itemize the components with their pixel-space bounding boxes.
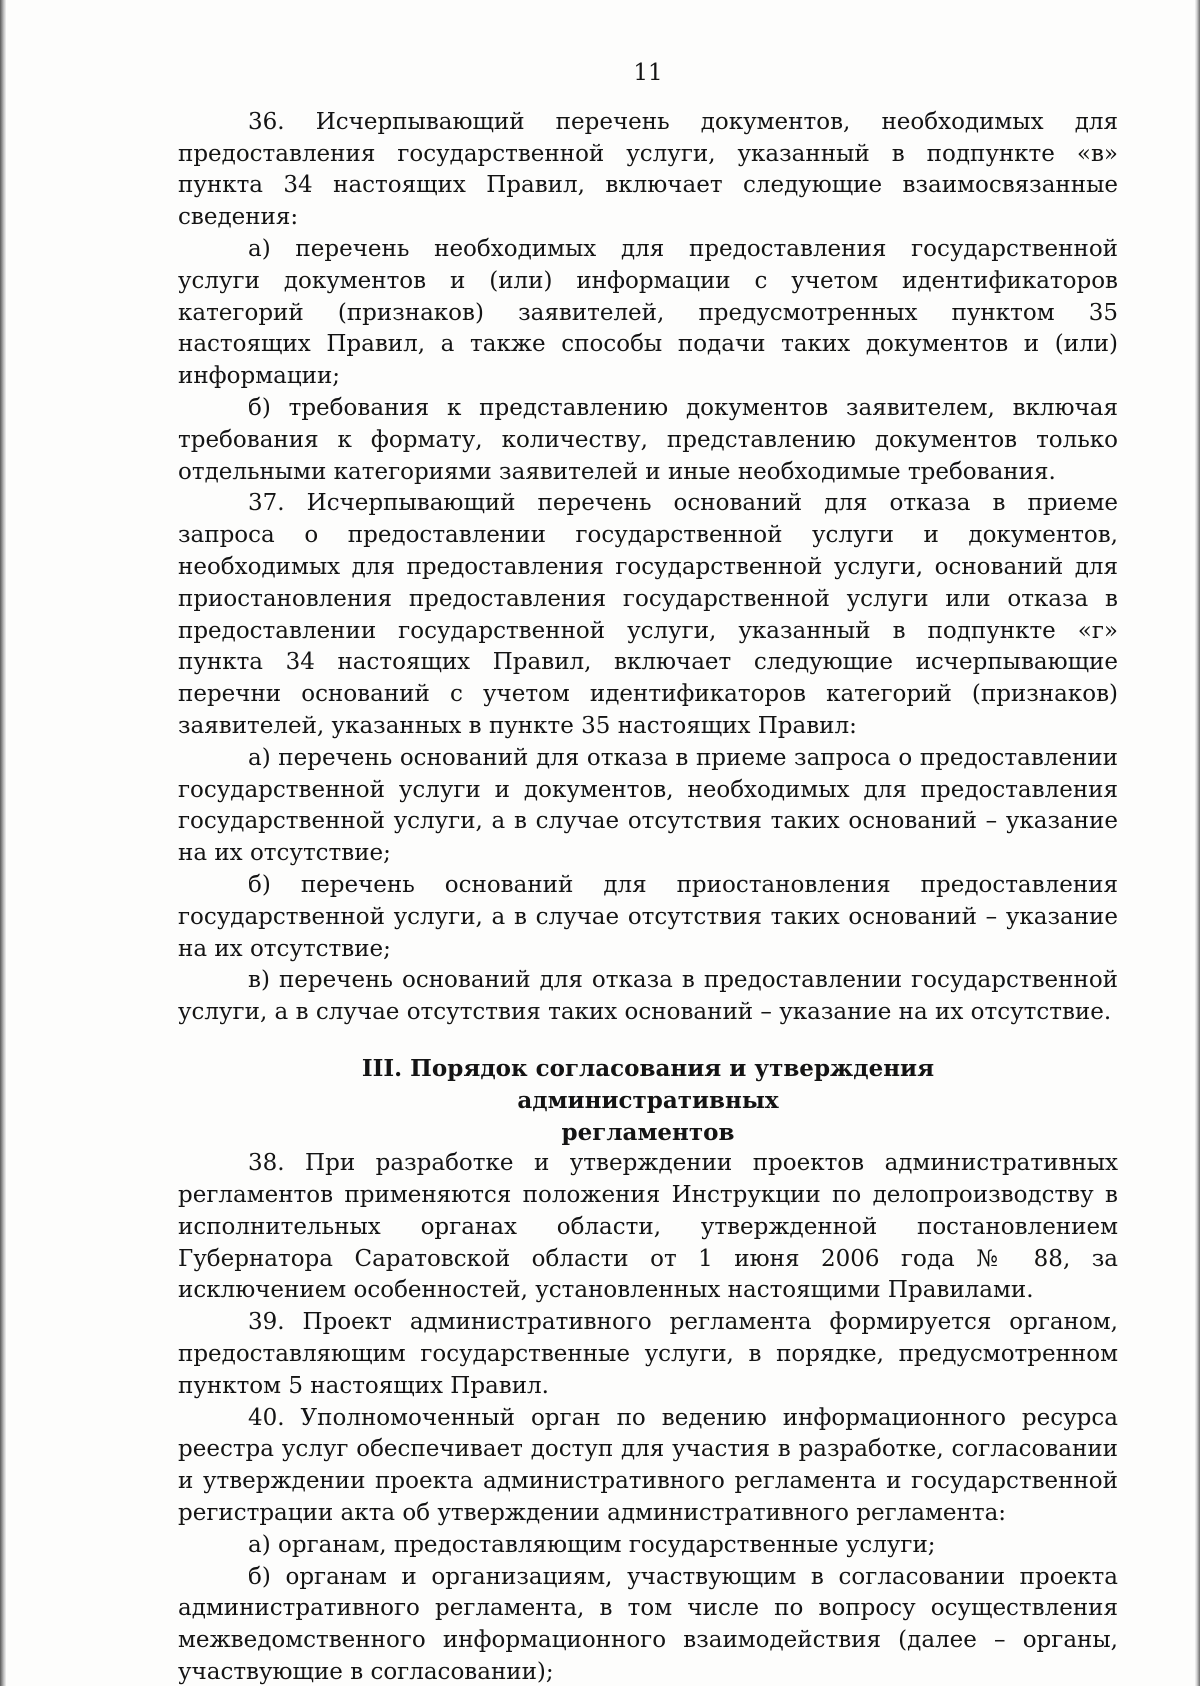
paragraph-38: 38. При разработке и утверждении проектов административных регламентов применяются положения Инструкции по делопроизводству в исполнительных органах области, утвержденной постановлением Губернатора Саратовской области от 1 июня 2006 года № 88, за исключением особенностей, установленных настоящими Правилами.	[178, 1150, 1118, 1304]
paragraph-37-a: а) перечень оснований для отказа в приеме запроса о предоставлении государственной услуги и документов, необходимых для предоставления государственной услуги, а в случае отсутствия таких оснований – указание на их отсутствие;	[178, 744, 1118, 867]
scan-edge-right	[1195, 0, 1200, 1686]
paragraph-40-b: б) органам и организациям, участвующим в согласовании проекта административного регламента, в том числе по вопросу осуществления межведомственного информационного взаимодействия (далее – органы, участвующие в согласовании);	[178, 1563, 1118, 1686]
paragraph-37: 37. Исчерпывающий перечень оснований для отказа в приеме запроса о предоставлении государственной услуги и документов, необходимых для предоставления государственной услуги, оснований для приостановления предоставления государственной услуги или отказа в предоставлении государственной услуги, указанный в подпункте «г» пункта 34 настоящих Правил, включает следующие исчерпывающие перечни оснований с учетом идентификаторов категорий (признаков) заявителей, указанных в пункте 35 настоящих Правил:	[178, 490, 1118, 739]
paragraph-40: 40. Уполномоченный орган по ведению информационного ресурса реестра услуг обеспечивает доступ для участия в разработке, согласовании и утверждении проекта административного регламента и государственной регистрации акта об утверждении административного регламента:	[178, 1404, 1118, 1527]
paragraph-39: 39. Проект административного регламента формируется органом, предоставляющим государственные услуги, в порядке, предусмотренном пунктом 5 настоящих Правил.	[178, 1309, 1118, 1399]
paragraph-36-a: а) перечень необходимых для предоставления государственной услуги документов и (или) информации с учетом идентификаторов категорий (признаков) заявителей, предусмотренных пунктом 35 настоящих Правил, а также способы подачи таких документов и (или) информации;	[178, 235, 1118, 390]
paragraph-36-b: б) требования к представлению документов заявителем, включая требования к формату, количеству, представлению документов только отдельными категориями заявителей и иные необходимые требования.	[178, 394, 1118, 485]
paragraph-37-v: в) перечень оснований для отказа в предоставлении государственной услуги, а в случае отсутствия таких оснований – указание на их отсутствие.	[178, 967, 1118, 1026]
paragraph-37-b: б) перечень оснований для приостановления предоставления государственной услуги, а в случае отсутствия таких оснований – указание на их отсутствие;	[178, 871, 1118, 962]
page-body	[178, 58, 1118, 1689]
page-number: 11	[633, 60, 663, 86]
paragraph-40-a: а) органам, предоставляющим государственные услуги;	[248, 1531, 936, 1558]
section-heading	[178, 1053, 1118, 1148]
section-heading-line-2: регламентов	[561, 1118, 735, 1146]
section-heading-line-1: III. Порядок согласования и утверждения административных	[361, 1054, 935, 1114]
paragraph-36: 36. Исчерпывающий перечень документов, необходимых для предоставления государственной услуги, указанный в подпункте «в» пункта 34 настоящих Правил, включает следующие взаимосвязанные сведения:	[178, 108, 1118, 231]
scan-edge-left	[0, 0, 6, 1686]
